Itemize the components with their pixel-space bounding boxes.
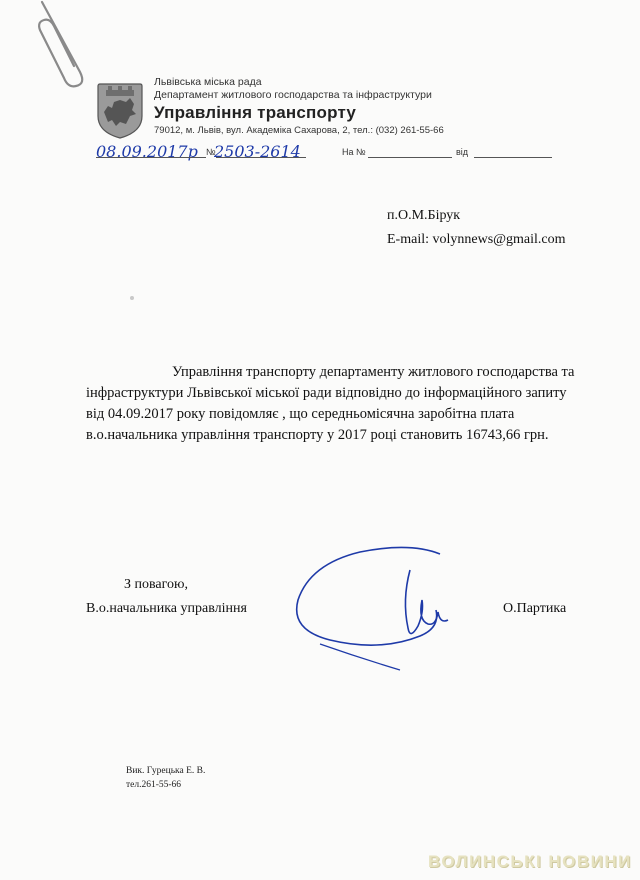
department-name: Департамент житлового господарства та інфраструктури bbox=[154, 89, 432, 101]
scan-dot bbox=[130, 296, 134, 300]
handwritten-date: 08.09.2017р bbox=[96, 142, 198, 161]
executor-name: Вик. Гурецька Е. В. bbox=[126, 766, 206, 776]
recipient-name: п.О.М.Бірук bbox=[387, 208, 461, 223]
watermark: ВОЛИНСЬКІ НОВИНИ bbox=[428, 852, 632, 871]
on-number-underline bbox=[368, 157, 452, 158]
paperclip-icon bbox=[32, 0, 92, 90]
executor-block bbox=[126, 764, 205, 792]
body-line: від 04.09.2017 року повідомляє , що середньомісячна заробітна плата bbox=[86, 406, 515, 422]
from-label: від bbox=[456, 147, 469, 157]
number-label: № bbox=[206, 147, 216, 157]
reference-row bbox=[96, 140, 566, 164]
recipient-block bbox=[387, 204, 566, 252]
recipient-email: E-mail: volynnews@gmail.com bbox=[387, 232, 566, 247]
on-number-label: На № bbox=[342, 147, 366, 157]
letterhead bbox=[154, 76, 444, 137]
office-title: Управління транспорту bbox=[154, 103, 357, 122]
signer-position: В.о.начальника управління bbox=[86, 601, 247, 616]
letter-body bbox=[86, 362, 586, 446]
executor-phone: тел.261-55-66 bbox=[126, 780, 182, 790]
from-underline bbox=[474, 157, 552, 158]
office-address: 79012, м. Львів, вул. Академіка Сахарова, 2, тел.: (032) 261-55-66 bbox=[154, 125, 444, 136]
handwritten-number: 2503-2614 bbox=[214, 142, 301, 161]
body-line: інфраструктури Львівської міської ради відповідно до інформаційного запиту bbox=[86, 385, 567, 401]
signature bbox=[290, 540, 460, 680]
closing-regards: З повагою, bbox=[124, 577, 188, 592]
body-line: в.о.начальника управління транспорту у 2017 році становить 16743,66 грн. bbox=[86, 427, 549, 443]
date-underline bbox=[96, 157, 206, 158]
number-underline bbox=[216, 157, 306, 158]
body-line: Управління транспорту департаменту житлового господарства та bbox=[172, 364, 575, 380]
signatory-name: О.Партика bbox=[503, 601, 567, 616]
lviv-coat-of-arms-icon bbox=[96, 82, 144, 140]
council-name: Львівська міська рада bbox=[154, 76, 262, 88]
